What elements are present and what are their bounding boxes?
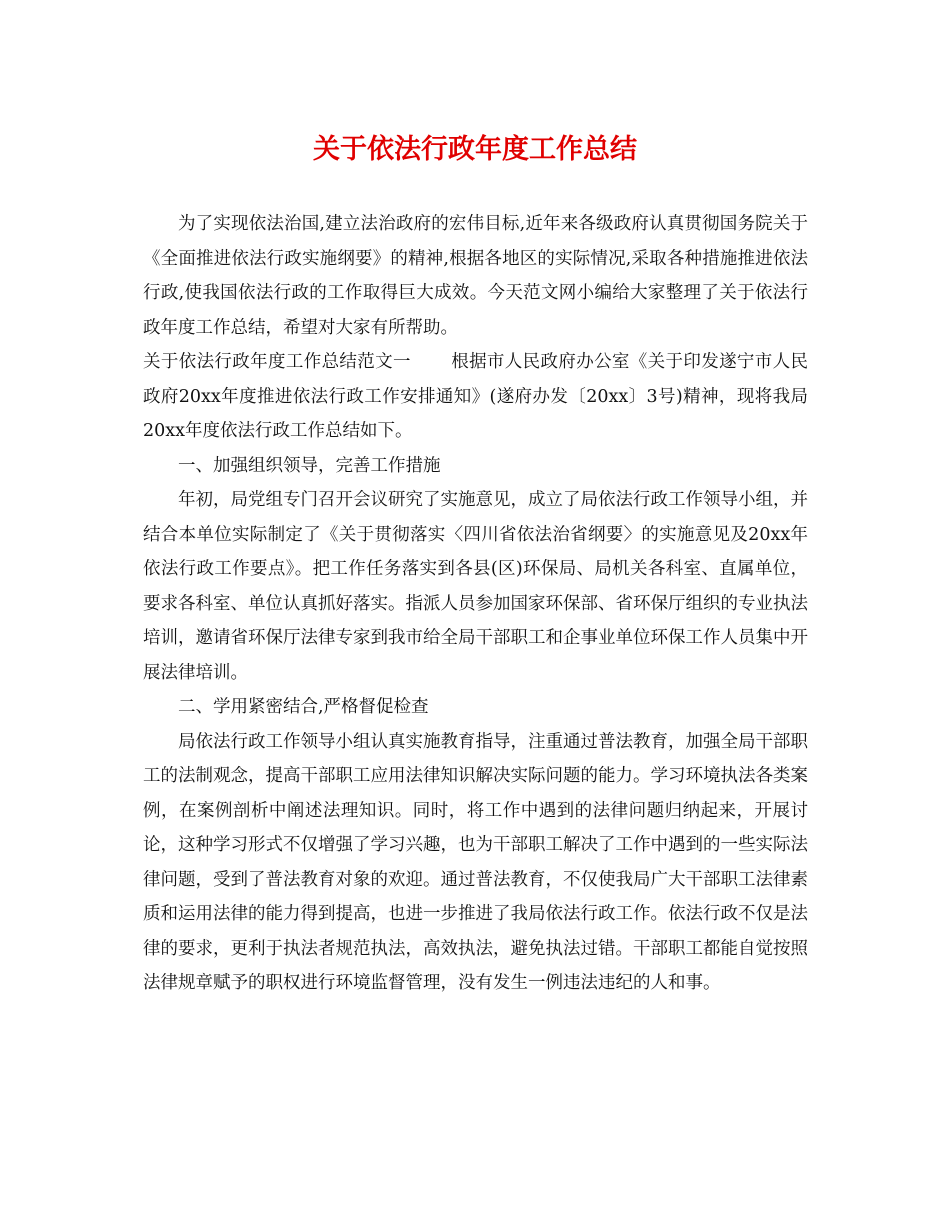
intro-paragraph: 为了实现依法治国,建立法治政府的宏伟目标,近年来各级政府认真贯彻国务院关于《全面推进依法行政实施纲要》的精神,根据各地区的实际情况,采取各种措施推进依法行政,使我国依法行政的工作取得巨大成效。今天范文网小编给大家整理了关于依法行政年度工作总结，希望对大家有所帮助。 [143,214,808,338]
sample-opening: 根据市人民政府办公室《关于印发遂宁市人民政府20xx年度推进依法行政工作安排通知》(遂府办发〔20xx〕3号)精神，现将我局20xx年度依法行政工作总结如下。 [143,352,809,441]
sample-label: 关于依法行政年度工作总结范文一 [143,352,411,372]
document-body [143,207,808,1001]
section-1-heading: 一、加强组织领导，完善工作措施 [178,455,441,476]
section-2-body: 局依法行政工作领导小组认真实施教育指导，注重通过普法教育，加强全局干部职工的法制观念，提高干部职工应用法律知识解决实际问题的能力。学习环境执法各类案例，在案例剖析中阐述法理知识。同时，将工作中遇到的法律问题归纳起来，开展讨论，这种学习形式不仅增强了学习兴趣，也为干部职工解决了工作中遇到的一些实际法律问题，受到了普法教育对象的欢迎。通过普法教育，不仅使我局广大干部职工法律素质和运用法律的能力得到提高，也进一步推进了我局依法行政工作。依法行政不仅是法律的要求，更利于执法者规范执法，高效执法，避免执法过错。干部职工都能自觉按照法律规章赋予的职权进行环境监督管理，没有发生一例违法违纪的人和事。 [143,731,808,993]
section-2-heading: 二、学用紧密结合,严格督促检查 [178,697,429,717]
document-title: 关于依法行政年度工作总结 [313,134,637,165]
section-1-body: 年初，局党组专门召开会议研究了实施意见，成立了局依法行政工作领导小组，并结合本单位实际制定了《关于贯彻落实〈四川省依法治省纲要〉的实施意见及20xx年依法行政工作要点》。把工作任务落实到各县(区)环保局、局机关各科室、直属单位，要求各科室、单位认真抓好落实。指派人员参加国家环保部、省环保厅组织的专业执法培训，邀请省环保厅法律专家到我市给全局干部职工和企事业单位环保工作人员集中开展法律培训。 [143,490,808,683]
sample-paragraph [143,345,808,449]
